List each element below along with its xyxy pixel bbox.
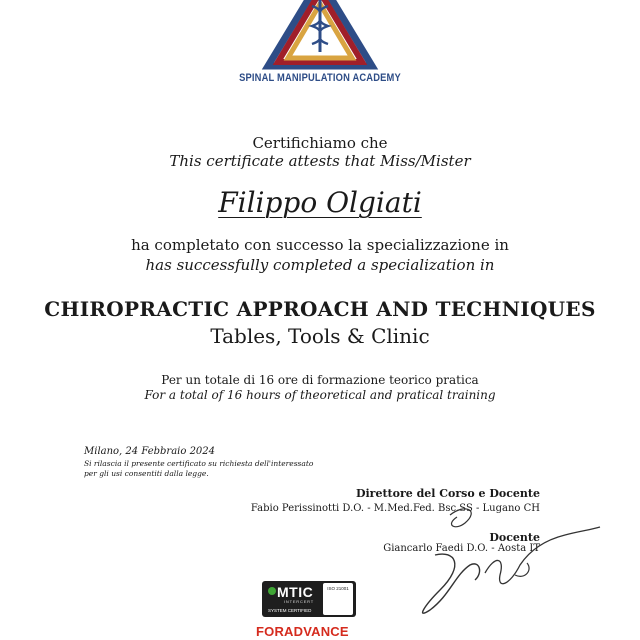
recipient-name [0,186,640,219]
badge-sub: INTERCERT [284,599,315,604]
director-title: Direttore del Corso e Docente [355,487,540,500]
badge-iso: ISO 21001 [323,583,353,615]
recipient-name-text: Filippo Olgiati [218,186,422,219]
academy-name: SPINAL MANIPULATION ACADEMY [239,72,401,84]
teacher-name: Giancarlo Faedi D.O. - Aosta IT [383,543,540,554]
release-note-line1: Si rilascia il presente certificato su richiesta dell'interessato [84,459,314,468]
hours-english: For a total of 16 hours of theoretical and pratical training [144,388,496,402]
badge-main: MTIC [277,584,314,600]
teacher-title: Docente [489,531,540,544]
completed-italian: ha completato con successo la specializzazione in [131,236,509,254]
hours-italian: Per un totale di 16 ore di formazione teorico pratica [161,373,479,387]
release-note [84,459,314,479]
handwritten-signature [395,495,605,630]
release-note-line2: per gli usi consentiti dalla legge. [84,469,209,478]
badge-cert: SYSTEM CERTIFIED [268,608,312,613]
academy-logo [240,0,400,70]
course-title: CHIROPRACTIC APPROACH AND TECHNIQUES [44,297,596,321]
issue-date: Milano, 24 Febbraio 2024 [84,446,216,457]
director-name: Fabio Perissinotti D.O. - M.Med.Fed. Bsc.SS - Lugano CH [250,503,540,514]
certify-english: This certificate attests that Miss/Mister [169,152,471,170]
brand-logo: FORADVANCE [256,624,349,639]
certification-badge [262,581,356,617]
certify-italian: Certifichiamo che [252,134,388,152]
completed-english: has successfully completed a specialization in [145,256,495,274]
course-subtitle: Tables, Tools & Clinic [210,324,430,348]
